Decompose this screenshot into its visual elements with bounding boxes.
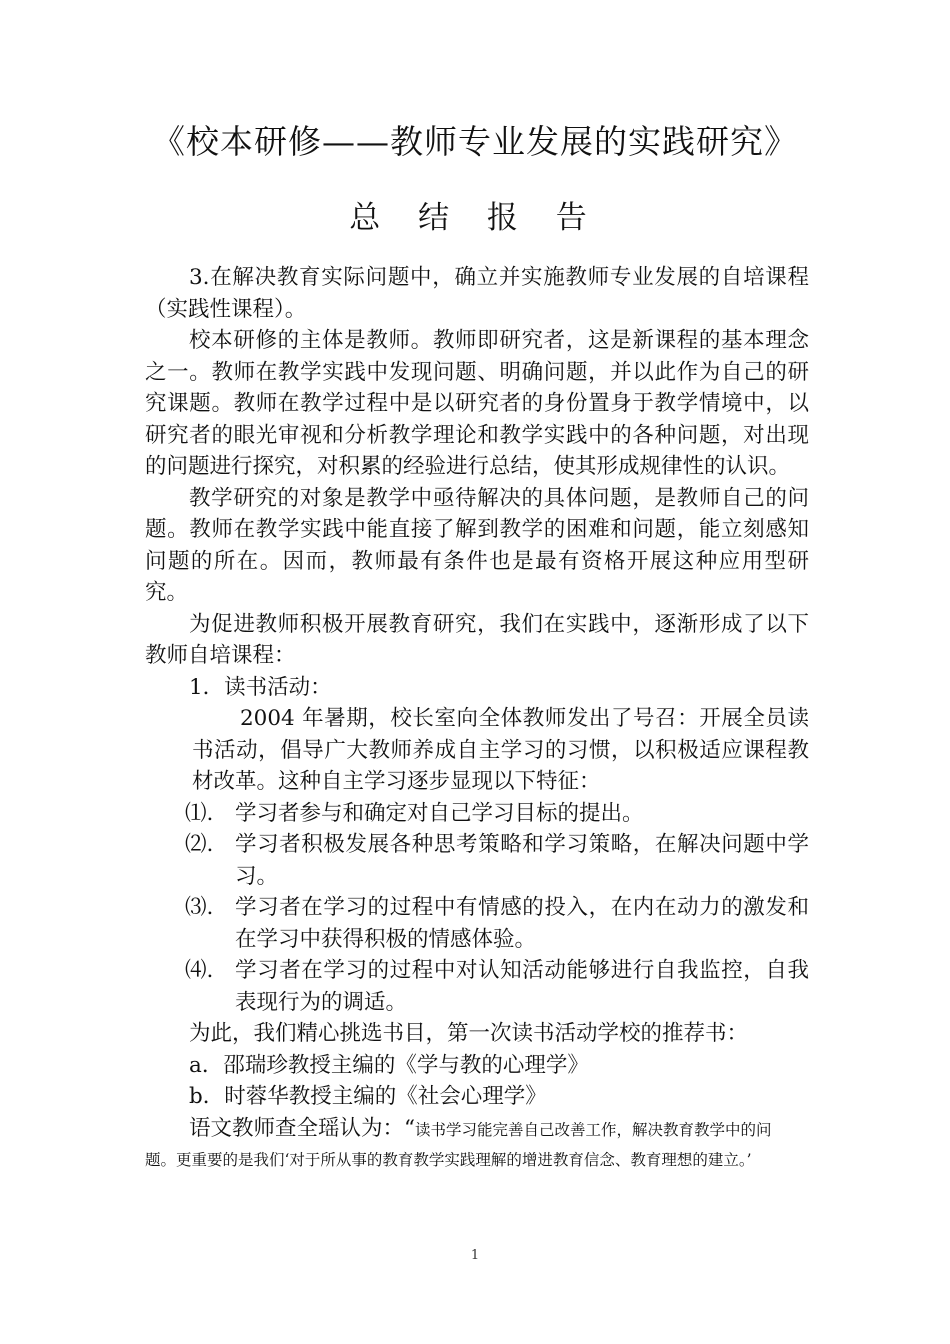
feature-number: ⑴. xyxy=(185,800,214,826)
feature-text: 学习者积极发展各种思考策略和学习策略，在解决问题中学习。 xyxy=(235,832,809,889)
feature-item xyxy=(145,798,809,830)
document-subtitle: 总 结 报 告 xyxy=(349,200,601,236)
feature-number: ⑵. xyxy=(185,832,214,857)
feature-number: ⑶. xyxy=(185,895,214,920)
paragraph: 校本研修的主体是教师。教师即研究者，这是新课程的基本理念之一。教师在教学实践中发现问题、明确问题，并以此作为自己的研究课题。教师在教学过程中是以研究者的身份置身于教学情境中，以研究者的眼光审视和分析教学理论和教学实践中的各种问题，对出现的问题进行探究，对积累的经验进行总结，使其形成规律性的认识。 xyxy=(145,328,809,479)
feature-item xyxy=(145,955,809,1018)
feature-item xyxy=(145,829,809,892)
feature-text: 学习者在学习的过程中对认知活动能够进行自我监控，自我表现行为的调适。 xyxy=(235,958,809,1015)
page-number: 1 xyxy=(470,1248,480,1263)
quote-start: 读书学习能完善自己改善工作，解决教育教学中的问 xyxy=(415,1120,772,1139)
document-title: 《校本研修——教师专业发展的实践研究》 xyxy=(152,122,798,161)
book-item: a．邵瑞珍教授主编的《学与教的心理学》 xyxy=(189,1052,589,1078)
feature-text: 学习者参与和确定对自己学习目标的提出。 xyxy=(235,800,644,826)
paragraph: 3.在解决教育实际问题中，确立并实施教师专业发展的自培课程（实践性课程）。 xyxy=(145,265,809,322)
quote-lead: 语文教师查全瑶认为：“ xyxy=(189,1115,415,1141)
paragraph: 为促进教师积极开展教育研究，我们在实践中，逐渐形成了以下教师自培课程： xyxy=(145,611,809,668)
feature-number: ⑷. xyxy=(185,958,214,983)
section-heading: 1．读书活动： xyxy=(189,674,332,700)
feature-item xyxy=(145,892,809,955)
paragraph: 教学研究的对象是教学中亟待解决的具体问题，是教师自己的问题。教师在教学实践中能直接了解到教学的困难和问题，能立刻感知问题的所在。因而，教师最有条件也是最有资格开展这种应用型研究。 xyxy=(145,485,809,605)
book-item: b．时蓉华教授主编的《社会心理学》 xyxy=(189,1084,547,1109)
quote-continuation: 题。更重要的是我们‘对于所从事的教育教学实践理解的增进教育信念、教育理想的建立。’ xyxy=(145,1151,752,1169)
feature-text: 学习者在学习的过程中有情感的投入，在内在动力的激发和在学习中获得积极的情感体验。 xyxy=(235,895,809,952)
books-intro: 为此，我们精心挑选书目，第一次读书活动学校的推荐书： xyxy=(189,1021,749,1046)
document-body xyxy=(145,262,809,1174)
paragraph: 2004 年暑期，校长室向全体教师发出了号召：开展全员读书活动，倡导广大教师养成自主学习的习惯，以积极适应课程教材改革。这种自主学习逐步显现以下特征： xyxy=(192,706,809,794)
quote-line xyxy=(145,1113,809,1147)
